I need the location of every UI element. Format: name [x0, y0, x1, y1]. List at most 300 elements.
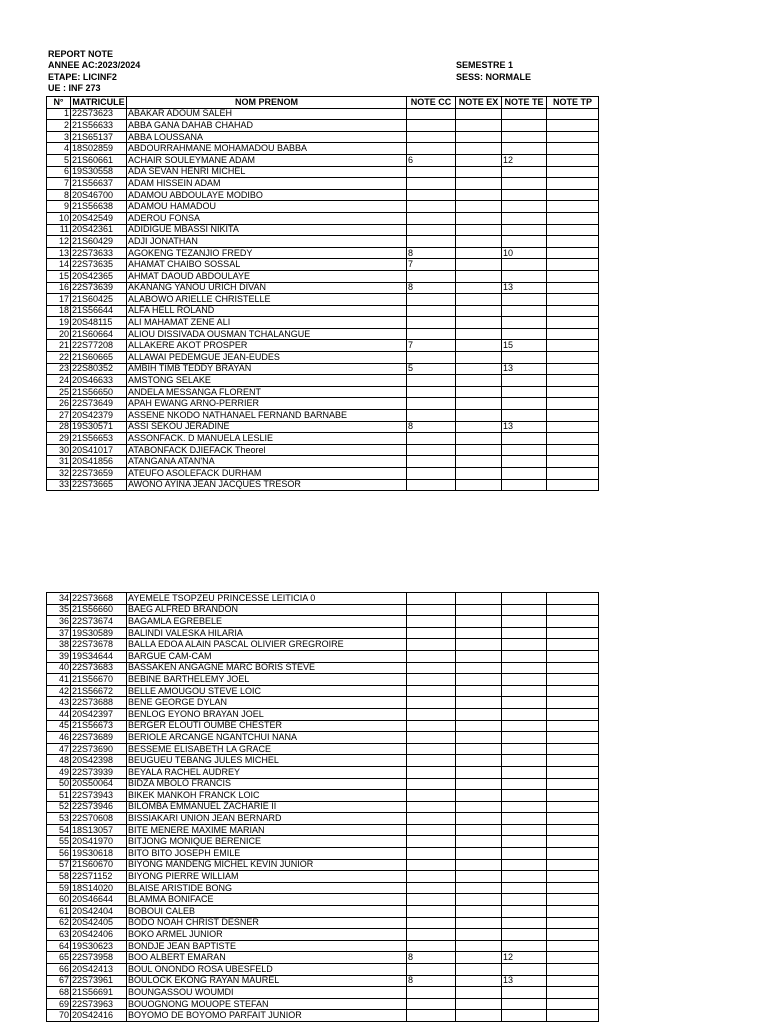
- table-row: [47, 120, 599, 132]
- note-te-cell: 10: [502, 247, 547, 259]
- student-name-cell: ALLAWAI PEDEMGUE JEAN-EUDES: [127, 352, 407, 364]
- note-cc-cell: [407, 848, 456, 860]
- note-ex-cell: [456, 662, 502, 674]
- note-cc-cell: [407, 964, 456, 976]
- note-ex-cell: [456, 871, 502, 883]
- matricule-cell: 21S60425: [71, 294, 127, 306]
- note-cc-cell: 6: [407, 154, 456, 166]
- note-te-cell: [502, 824, 547, 836]
- row-number: 63: [47, 929, 71, 941]
- note-ex-cell: [456, 305, 502, 317]
- note-ex-cell: [456, 720, 502, 732]
- note-cc-cell: [407, 824, 456, 836]
- note-tp-cell: [547, 224, 599, 236]
- table-row: [47, 697, 599, 709]
- row-number: 11: [47, 224, 71, 236]
- note-te-cell: [502, 882, 547, 894]
- student-name-cell: BEYALA RACHEL AUDREY: [127, 766, 407, 778]
- student-name-cell: ABAKAR ADOUM SALEH: [127, 108, 407, 120]
- row-number: 24: [47, 375, 71, 387]
- table-row: [47, 236, 599, 248]
- note-te-cell: [502, 674, 547, 686]
- note-cc-cell: [407, 778, 456, 790]
- row-number: 26: [47, 398, 71, 410]
- student-name-cell: BENE GEORGE DYLAN: [127, 697, 407, 709]
- col-header-note-te: NOTE TE: [502, 97, 547, 109]
- note-ex-cell: [456, 882, 502, 894]
- matricule-cell: 19S30618: [71, 848, 127, 860]
- student-name-cell: AHMAT DAOUD ABDOULAYE: [127, 270, 407, 282]
- note-ex-cell: [456, 964, 502, 976]
- academic-year: ANNEE AC:2023/2024: [48, 60, 141, 70]
- table-row: [47, 708, 599, 720]
- note-te-cell: [502, 236, 547, 248]
- note-tp-cell: [547, 813, 599, 825]
- matricule-cell: 22S73649: [71, 398, 127, 410]
- student-name-cell: BIYONG MANDENG MICHEL KEVIN JUNIOR: [127, 859, 407, 871]
- note-cc-cell: [407, 882, 456, 894]
- table-row: [47, 201, 599, 213]
- note-te-cell: [502, 650, 547, 662]
- note-te-cell: [502, 871, 547, 883]
- matricule-cell: 22S73946: [71, 801, 127, 813]
- note-ex-cell: [456, 375, 502, 387]
- note-cc-cell: [407, 871, 456, 883]
- student-name-cell: BLAMMA BONIFACE: [127, 894, 407, 906]
- note-ex-cell: [456, 363, 502, 375]
- row-number: 46: [47, 732, 71, 744]
- row-number: 41: [47, 674, 71, 686]
- note-ex-cell: [456, 708, 502, 720]
- student-name-cell: ANDELA MESSANGA FLORENT: [127, 386, 407, 398]
- note-tp-cell: [547, 627, 599, 639]
- note-ex-cell: [456, 282, 502, 294]
- note-cc-cell: [407, 212, 456, 224]
- table-row: [47, 824, 599, 836]
- matricule-cell: 20S42405: [71, 917, 127, 929]
- note-tp-cell: [547, 143, 599, 155]
- table-row: [47, 212, 599, 224]
- row-number: 53: [47, 813, 71, 825]
- row-number: 5: [47, 154, 71, 166]
- row-number: 59: [47, 882, 71, 894]
- table-row: [47, 282, 599, 294]
- matricule-cell: 22S73659: [71, 468, 127, 480]
- student-name-cell: AYEMELE TSOPZEU PRINCESSE LEITICIA 0: [127, 593, 407, 605]
- table-row: [47, 662, 599, 674]
- student-name-cell: BOO ALBERT EMARAN: [127, 952, 407, 964]
- note-tp-cell: [547, 108, 599, 120]
- note-ex-cell: [456, 778, 502, 790]
- row-number: 67: [47, 975, 71, 987]
- student-name-cell: BESSEME ELISABETH LA GRACE: [127, 743, 407, 755]
- note-ex-cell: [456, 259, 502, 271]
- note-tp-cell: [547, 616, 599, 628]
- note-te-cell: [502, 108, 547, 120]
- row-number: 12: [47, 236, 71, 248]
- note-tp-cell: [547, 410, 599, 422]
- table-row: [47, 259, 599, 271]
- matricule-cell: 22S73958: [71, 952, 127, 964]
- note-cc-cell: [407, 294, 456, 306]
- table-row: [47, 108, 599, 120]
- matricule-cell: 19S30571: [71, 421, 127, 433]
- table-row: [47, 166, 599, 178]
- note-ex-cell: [456, 743, 502, 755]
- note-ex-cell: [456, 836, 502, 848]
- row-number: 31: [47, 456, 71, 468]
- matricule-cell: 22S73963: [71, 998, 127, 1010]
- note-tp-cell: [547, 178, 599, 190]
- row-number: 33: [47, 479, 71, 491]
- note-te-cell: [502, 375, 547, 387]
- note-te-cell: [502, 317, 547, 329]
- row-number: 23: [47, 363, 71, 375]
- note-cc-cell: [407, 386, 456, 398]
- note-ex-cell: [456, 1010, 502, 1022]
- note-tp-cell: [547, 468, 599, 480]
- table-row: [47, 755, 599, 767]
- note-tp-cell: [547, 894, 599, 906]
- table-row: [47, 352, 599, 364]
- note-cc-cell: 8: [407, 247, 456, 259]
- note-ex-cell: [456, 317, 502, 329]
- note-tp-cell: [547, 421, 599, 433]
- matricule-cell: 20S46644: [71, 894, 127, 906]
- table-row: [47, 894, 599, 906]
- matricule-cell: 22S73690: [71, 743, 127, 755]
- student-name-cell: ATANGANA ATAN'NA: [127, 456, 407, 468]
- note-ex-cell: [456, 212, 502, 224]
- table-row: [47, 317, 599, 329]
- table-row: [47, 616, 599, 628]
- note-tp-cell: [547, 456, 599, 468]
- student-name-cell: AMSTONG SELAKE: [127, 375, 407, 387]
- student-name-cell: ACHAIR SOULEYMANE ADAM: [127, 154, 407, 166]
- student-name-cell: BOYOMO DE BOYOMO PARFAIT JUNIOR: [127, 1010, 407, 1022]
- note-tp-cell: [547, 305, 599, 317]
- note-cc-cell: [407, 766, 456, 778]
- table-row: [47, 674, 599, 686]
- matricule-cell: 18S02859: [71, 143, 127, 155]
- student-name-cell: ADIDIGUE MBASSI NIKITA: [127, 224, 407, 236]
- row-number: 36: [47, 616, 71, 628]
- note-te-cell: 12: [502, 154, 547, 166]
- table-row: [47, 305, 599, 317]
- note-tp-cell: [547, 790, 599, 802]
- student-name-cell: BITJONG MONIQUE BERENICE: [127, 836, 407, 848]
- table-row: [47, 743, 599, 755]
- row-number: 15: [47, 270, 71, 282]
- note-cc-cell: [407, 201, 456, 213]
- note-tp-cell: [547, 639, 599, 651]
- note-te-cell: [502, 259, 547, 271]
- note-te-cell: [502, 120, 547, 132]
- note-te-cell: [502, 456, 547, 468]
- matricule-cell: 21S56672: [71, 685, 127, 697]
- note-te-cell: [502, 166, 547, 178]
- table-row: [47, 627, 599, 639]
- note-ex-cell: [456, 674, 502, 686]
- matricule-cell: 20S42361: [71, 224, 127, 236]
- ue-label: UE : INF 273: [48, 83, 101, 93]
- matricule-cell: 21S56650: [71, 386, 127, 398]
- note-tp-cell: [547, 708, 599, 720]
- matricule-cell: 22S73633: [71, 247, 127, 259]
- note-te-cell: [502, 398, 547, 410]
- note-ex-cell: [456, 166, 502, 178]
- student-name-cell: ATEUFO ASOLEFACK DURHAM: [127, 468, 407, 480]
- note-cc-cell: [407, 166, 456, 178]
- note-te-cell: [502, 697, 547, 709]
- note-te-cell: [502, 790, 547, 802]
- note-tp-cell: [547, 604, 599, 616]
- student-name-cell: BILOMBA EMMANUEL ZACHARIE II: [127, 801, 407, 813]
- matricule-cell: 20S48115: [71, 317, 127, 329]
- note-te-cell: [502, 386, 547, 398]
- note-tp-cell: [547, 859, 599, 871]
- student-name-cell: BENLOG EYONO BRAYAN JOEL: [127, 708, 407, 720]
- note-cc-cell: 7: [407, 259, 456, 271]
- note-ex-cell: [456, 398, 502, 410]
- row-number: 19: [47, 317, 71, 329]
- note-te-cell: [502, 444, 547, 456]
- note-cc-cell: [407, 317, 456, 329]
- student-name-cell: BITE MENERE MAXIME MARIAN: [127, 824, 407, 836]
- student-name-cell: ALFA HELL ROLAND: [127, 305, 407, 317]
- note-ex-cell: [456, 848, 502, 860]
- student-name-cell: BIYONG PIERRE WILLIAM: [127, 871, 407, 883]
- row-number: 49: [47, 766, 71, 778]
- row-number: 8: [47, 189, 71, 201]
- note-tp-cell: [547, 882, 599, 894]
- note-te-cell: [502, 294, 547, 306]
- table-row: [47, 998, 599, 1010]
- table-row: [47, 929, 599, 941]
- matricule-cell: 20S46700: [71, 189, 127, 201]
- student-name-cell: ASSONFACK. D MANUELA LESLIE: [127, 433, 407, 445]
- matricule-cell: 21S65137: [71, 131, 127, 143]
- note-te-cell: [502, 813, 547, 825]
- note-cc-cell: [407, 662, 456, 674]
- student-name-cell: BALINDI VALESKA HILARIA: [127, 627, 407, 639]
- note-tp-cell: [547, 662, 599, 674]
- matricule-cell: 20S42406: [71, 929, 127, 941]
- note-tp-cell: [547, 328, 599, 340]
- note-cc-cell: [407, 616, 456, 628]
- note-te-cell: [502, 201, 547, 213]
- table-row: [47, 363, 599, 375]
- note-cc-cell: [407, 685, 456, 697]
- note-te-cell: [502, 848, 547, 860]
- note-tp-cell: [547, 294, 599, 306]
- row-number: 35: [47, 604, 71, 616]
- note-cc-cell: [407, 236, 456, 248]
- note-ex-cell: [456, 143, 502, 155]
- table-row: [47, 154, 599, 166]
- row-number: 42: [47, 685, 71, 697]
- row-number: 34: [47, 593, 71, 605]
- note-tp-cell: [547, 131, 599, 143]
- row-number: 50: [47, 778, 71, 790]
- note-tp-cell: [547, 317, 599, 329]
- row-number: 55: [47, 836, 71, 848]
- student-name-cell: BOUOGNONG MOUOPE STEFAN: [127, 998, 407, 1010]
- note-tp-cell: [547, 824, 599, 836]
- matricule-cell: 22S71152: [71, 871, 127, 883]
- note-te-cell: [502, 131, 547, 143]
- note-cc-cell: [407, 328, 456, 340]
- note-ex-cell: [456, 987, 502, 999]
- note-cc-cell: [407, 604, 456, 616]
- note-ex-cell: [456, 294, 502, 306]
- table-row: [47, 813, 599, 825]
- row-number: 18: [47, 305, 71, 317]
- student-name-cell: ADAMOU ABDOULAYE MODIBO: [127, 189, 407, 201]
- table-row: [47, 456, 599, 468]
- note-te-cell: [502, 766, 547, 778]
- note-cc-cell: [407, 468, 456, 480]
- row-number: 61: [47, 906, 71, 918]
- note-ex-cell: [456, 131, 502, 143]
- row-number: 7: [47, 178, 71, 190]
- student-name-cell: ABBA GANA DAHAB CHAHAD: [127, 120, 407, 132]
- note-te-cell: [502, 964, 547, 976]
- matricule-cell: 22S73939: [71, 766, 127, 778]
- report-title: REPORT NOTE: [48, 49, 114, 59]
- table-row: [47, 328, 599, 340]
- student-name-cell: AKANANG YANOU URICH DIVAN: [127, 282, 407, 294]
- note-te-cell: [502, 685, 547, 697]
- note-te-cell: [502, 410, 547, 422]
- note-ex-cell: [456, 201, 502, 213]
- note-ex-cell: [456, 650, 502, 662]
- note-cc-cell: [407, 270, 456, 282]
- note-te-cell: [502, 906, 547, 918]
- table-row: [47, 778, 599, 790]
- note-te-cell: [502, 662, 547, 674]
- table-row: [47, 790, 599, 802]
- note-cc-cell: [407, 375, 456, 387]
- note-te-cell: [502, 604, 547, 616]
- note-tp-cell: [547, 1010, 599, 1022]
- note-cc-cell: [407, 305, 456, 317]
- student-name-cell: AWONO AYINA JEAN JACQUES TRESOR: [127, 479, 407, 491]
- matricule-cell: 19S34644: [71, 650, 127, 662]
- student-name-cell: BEUGUEU TEBANG JULES MICHEL: [127, 755, 407, 767]
- student-name-cell: BOKO ARMEL JUNIOR: [127, 929, 407, 941]
- matricule-cell: 22S73683: [71, 662, 127, 674]
- note-cc-cell: [407, 650, 456, 662]
- note-te-cell: [502, 479, 547, 491]
- student-name-cell: BARGUE CAM-CAM: [127, 650, 407, 662]
- note-te-cell: [502, 987, 547, 999]
- note-ex-cell: [456, 352, 502, 364]
- matricule-cell: 22S73943: [71, 790, 127, 802]
- note-te-cell: [502, 743, 547, 755]
- row-number: 39: [47, 650, 71, 662]
- note-cc-cell: [407, 894, 456, 906]
- table-row: [47, 801, 599, 813]
- row-number: 4: [47, 143, 71, 155]
- student-name-cell: AMBIH TIMB TEDDY BRAYAN: [127, 363, 407, 375]
- table-row: [47, 433, 599, 445]
- note-te-cell: [502, 639, 547, 651]
- note-te-cell: [502, 1010, 547, 1022]
- student-name-cell: ABDOURRAHMANE MOHAMADOU BABBA: [127, 143, 407, 155]
- note-ex-cell: [456, 189, 502, 201]
- student-name-cell: ALI MAHAMAT ZENE ALI: [127, 317, 407, 329]
- matricule-cell: 22S73678: [71, 639, 127, 651]
- table-row: [47, 375, 599, 387]
- note-ex-cell: [456, 468, 502, 480]
- note-ex-cell: [456, 952, 502, 964]
- note-ex-cell: [456, 270, 502, 282]
- note-tp-cell: [547, 479, 599, 491]
- note-te-cell: [502, 732, 547, 744]
- note-tp-cell: [547, 940, 599, 952]
- row-number: 40: [47, 662, 71, 674]
- note-cc-cell: [407, 906, 456, 918]
- student-name-cell: BEBINE BARTHELEMY JOEL: [127, 674, 407, 686]
- note-ex-cell: [456, 479, 502, 491]
- note-tp-cell: [547, 352, 599, 364]
- note-ex-cell: [456, 801, 502, 813]
- note-ex-cell: [456, 906, 502, 918]
- note-tp-cell: [547, 247, 599, 259]
- row-number: 37: [47, 627, 71, 639]
- row-number: 22: [47, 352, 71, 364]
- student-name-cell: BASSAKEN ANGAGNE MARC BORIS STEVE: [127, 662, 407, 674]
- note-te-cell: [502, 270, 547, 282]
- table-row: [47, 848, 599, 860]
- note-te-cell: 13: [502, 363, 547, 375]
- row-number: 47: [47, 743, 71, 755]
- table-row: [47, 479, 599, 491]
- note-ex-cell: [456, 975, 502, 987]
- note-te-cell: [502, 720, 547, 732]
- matricule-cell: 22S73961: [71, 975, 127, 987]
- note-cc-cell: [407, 859, 456, 871]
- note-cc-cell: [407, 1010, 456, 1022]
- note-ex-cell: [456, 998, 502, 1010]
- note-te-cell: [502, 143, 547, 155]
- note-tp-cell: [547, 685, 599, 697]
- note-ex-cell: [456, 755, 502, 767]
- matricule-cell: 18S14020: [71, 882, 127, 894]
- row-number: 52: [47, 801, 71, 813]
- note-cc-cell: [407, 987, 456, 999]
- student-name-cell: BODO NOAH CHRIST DESNER: [127, 917, 407, 929]
- note-ex-cell: [456, 444, 502, 456]
- row-number: 9: [47, 201, 71, 213]
- table-row: [47, 178, 599, 190]
- note-ex-cell: [456, 247, 502, 259]
- matricule-cell: 22S70608: [71, 813, 127, 825]
- row-number: 1: [47, 108, 71, 120]
- student-name-cell: ASSI SEKOU JERADINE: [127, 421, 407, 433]
- col-header-note-ex: NOTE EX: [456, 97, 502, 109]
- note-te-cell: [502, 929, 547, 941]
- table-row: [47, 650, 599, 662]
- note-cc-cell: [407, 732, 456, 744]
- matricule-cell: 22S73623: [71, 108, 127, 120]
- note-tp-cell: [547, 259, 599, 271]
- note-cc-cell: [407, 755, 456, 767]
- note-cc-cell: [407, 720, 456, 732]
- note-tp-cell: [547, 282, 599, 294]
- matricule-cell: 21S56670: [71, 674, 127, 686]
